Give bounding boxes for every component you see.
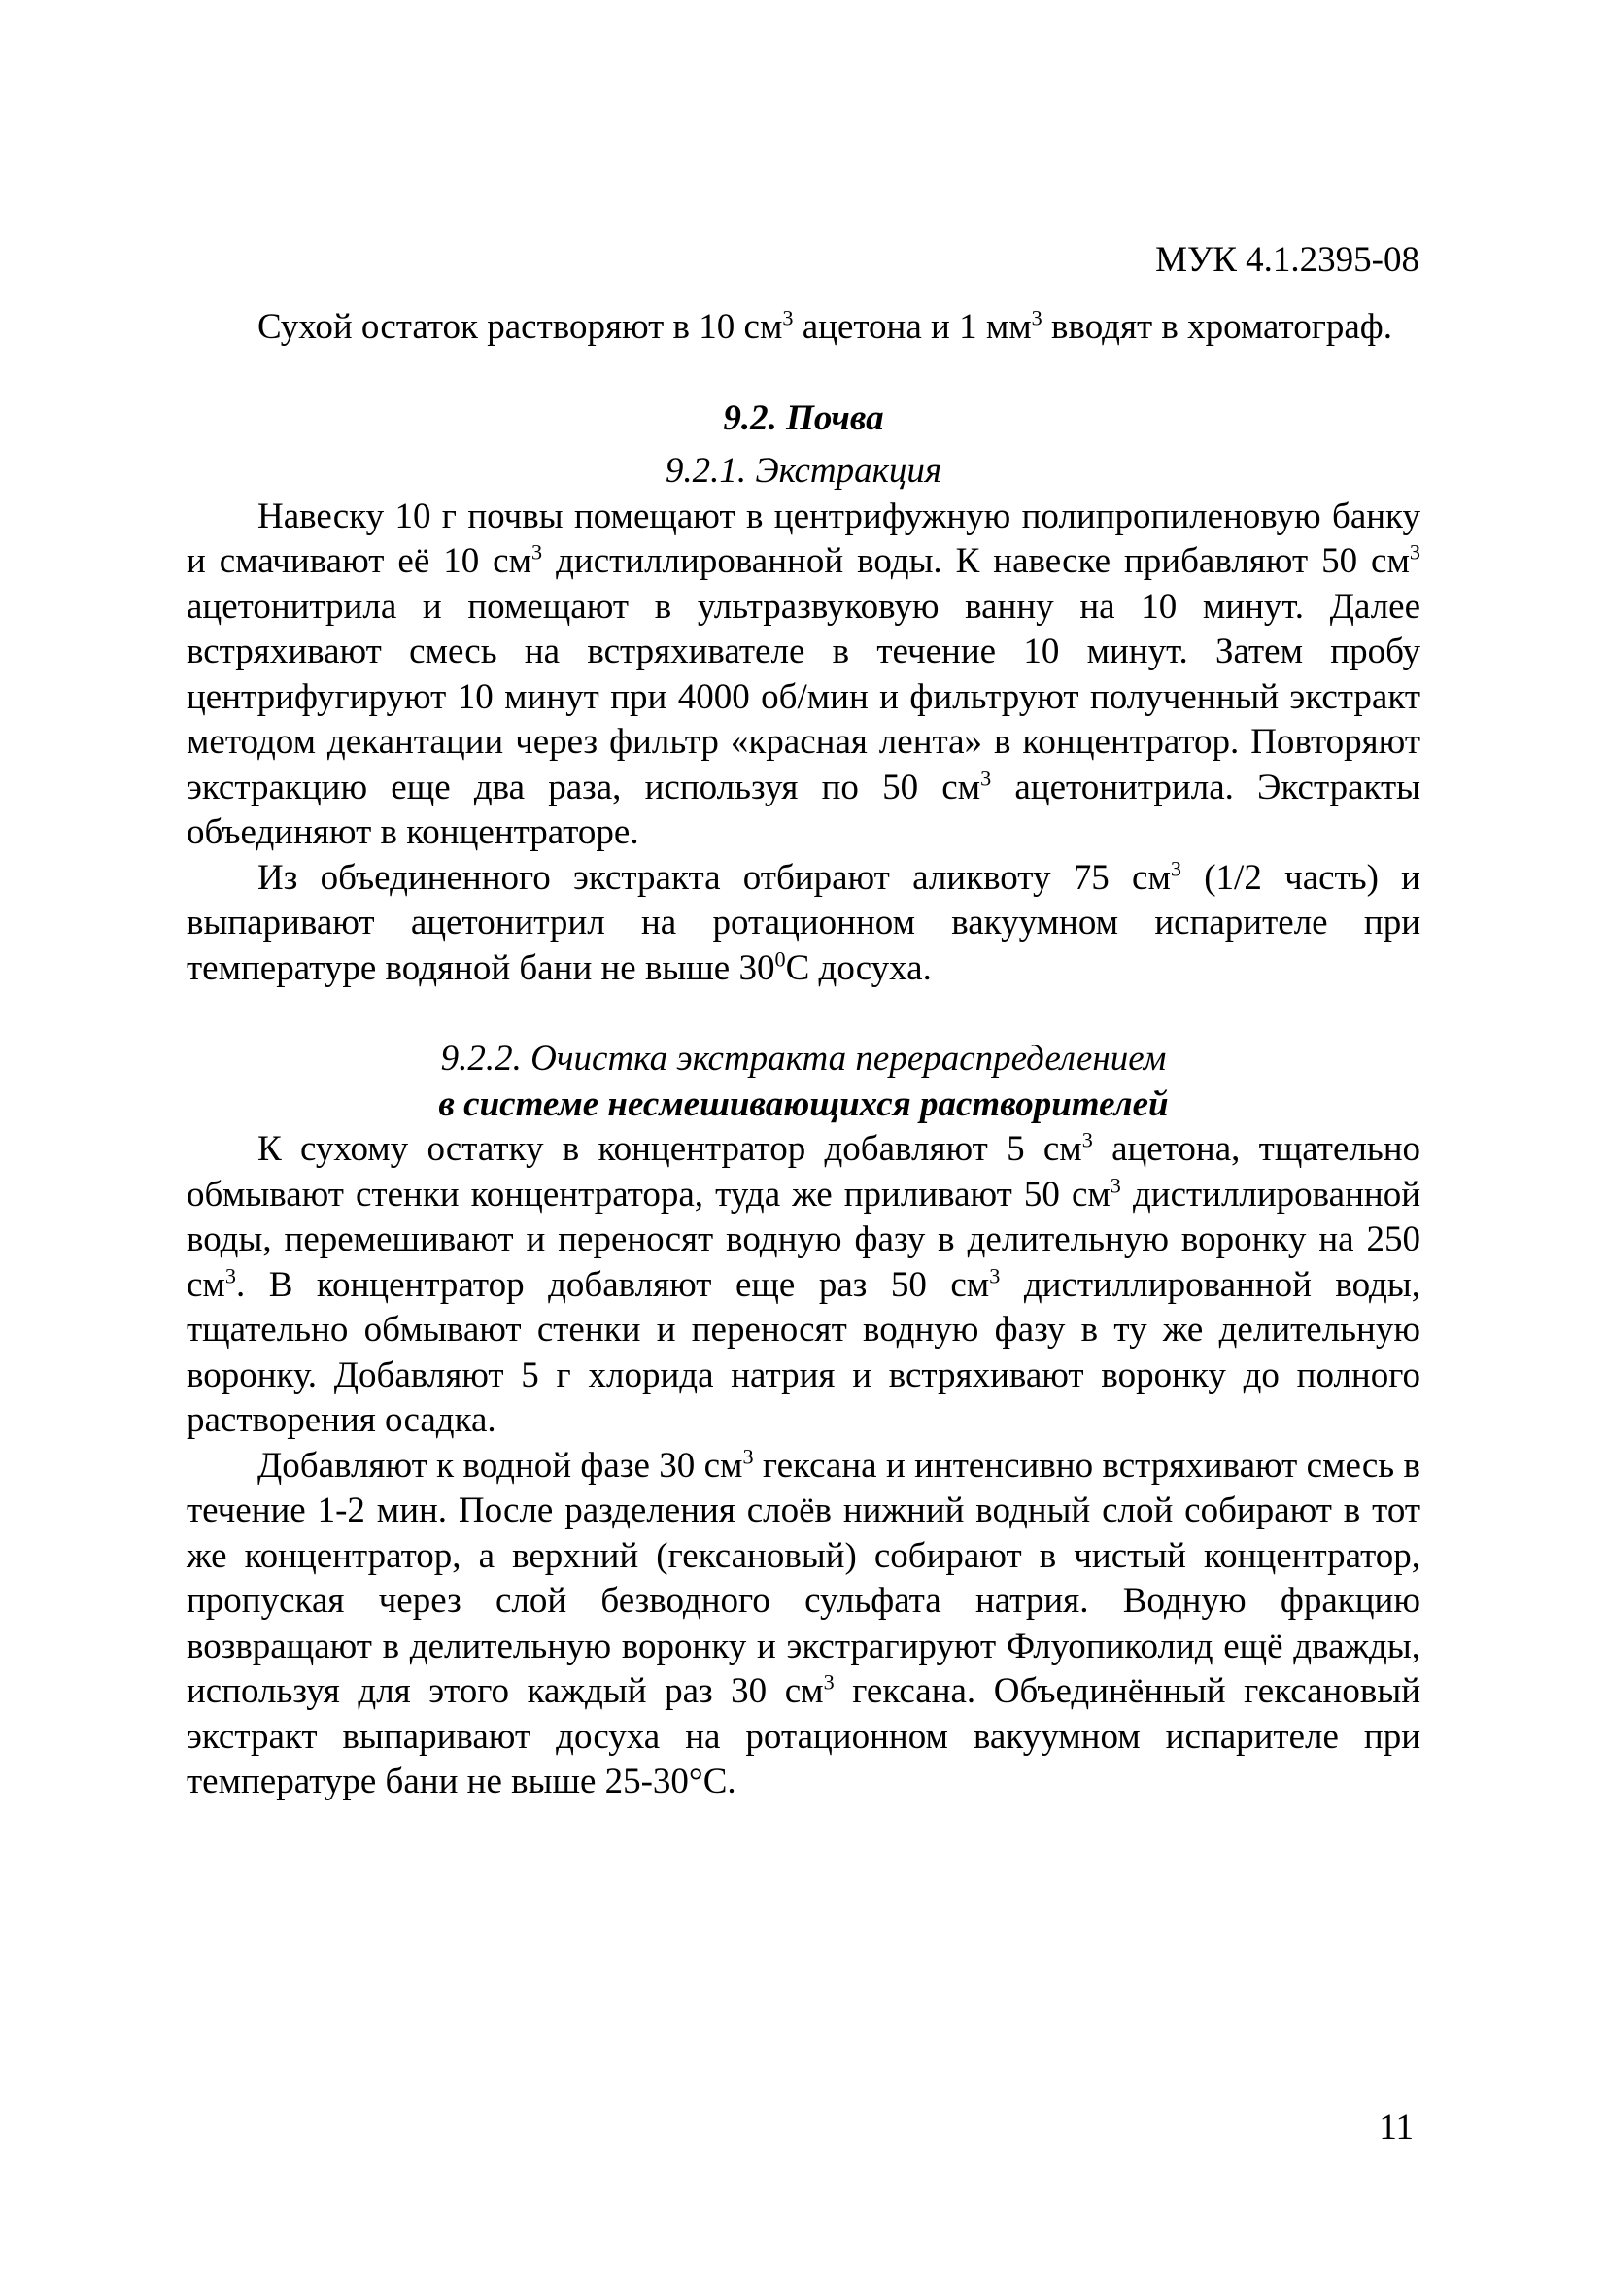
- page-number: 11: [1379, 2108, 1414, 2147]
- superscript: 3: [782, 305, 794, 330]
- superscript: 3: [823, 1669, 835, 1695]
- superscript: 3: [989, 1263, 1001, 1288]
- intro-paragraph: [187, 305, 1420, 351]
- text-fragment: . В концентратор добавляют еще раз 50 см: [235, 1264, 990, 1305]
- superscript: 3: [1409, 539, 1420, 565]
- extraction-paragraph-2: [187, 856, 1420, 992]
- superscript: 3: [1081, 1127, 1093, 1152]
- page-content: [187, 305, 1420, 1805]
- document-code: МУК 4.1.2395-08: [1155, 240, 1419, 280]
- superscript: 3: [1110, 1173, 1121, 1198]
- superscript: 3: [742, 1444, 754, 1469]
- section-title-soil: 9.2. Почва: [723, 397, 884, 438]
- text-fragment: ацетонитрила. Экстракты объединяют в концентраторе.: [187, 767, 1421, 852]
- text-fragment: гексана. Объединённый гексановый экстракт выпаривают досуха на ротационном вакуумном испарителе при температуре бани не выше 25-30°С.: [187, 1671, 1420, 1801]
- subsection-title-cleanup-line-2: в системе несмешивающихся растворителей: [438, 1083, 1169, 1124]
- text-fragment: вводят в хроматограф.: [1042, 307, 1393, 347]
- superscript: 3: [1170, 856, 1181, 881]
- text-fragment: С досуха.: [785, 947, 932, 988]
- text-fragment: дистиллированной воды. К навеске прибавляют 50 см: [542, 541, 1410, 581]
- text-fragment: дистиллированной воды, перемешивают и переносят водную фазу в делительную воронку на 250 см: [187, 1174, 1420, 1305]
- text-fragment: ацетонитрила и помещают в ультразвуковую ванну на 10 минут. Далее встряхивают смесь на встряхивателе в течение 10 минут. Затем пробу центрифугируют 10 минут при 4000 об/мин и фильтруют полученный экстракт методом декантации через фильтр «красная лента» в концентратор. Повторяют экстракцию еще два раза, используя по 50 см: [187, 586, 1420, 807]
- superscript: 0: [774, 946, 786, 972]
- superscript: 3: [224, 1263, 236, 1288]
- text-fragment: гексана и интенсивно встряхивают смесь в течение 1-2 мин. После разделения слоёв нижний водный слой собирают в тот же концентратор, а верхний (гексановый) собирают в чистый концентратор, пропуская через слой безводного сульфата натрия. Водную фракцию возвращают в делительную воронку и экстрагируют Флуопиколид ещё дважды, используя для этого каждый раз 30 см: [187, 1445, 1420, 1711]
- cleanup-paragraph-2: [187, 1444, 1420, 1805]
- subsection-title-extraction: 9.2.1. Экстракция: [665, 451, 942, 491]
- text-fragment: Сухой остаток растворяют в 10 см: [257, 307, 783, 347]
- text-fragment: К сухому остатку в концентратор добавляют 5 см: [257, 1129, 1082, 1169]
- text-fragment: ацетона, тщательно обмывают стенки концентратора, туда же приливают 50 см: [187, 1129, 1421, 1215]
- subsection-title-cleanup-line-1: 9.2.2. Очистка экстракта перераспределением: [440, 1039, 1167, 1079]
- text-fragment: ацетона и 1 мм: [793, 307, 1032, 347]
- cleanup-paragraph-1: [187, 1127, 1420, 1444]
- extraction-paragraph-1: [187, 495, 1420, 856]
- text-fragment: Навеску 10 г почвы помещают в центрифужную полипропиленовую банку и смачивают её 10 см: [187, 496, 1420, 581]
- superscript: 3: [980, 766, 992, 791]
- superscript: 3: [1031, 305, 1042, 330]
- text-fragment: (1/2 часть) и выпаривают ацетонитрил на ротационном вакуумном испарителе при температуре водяной бани не выше 30: [187, 857, 1420, 988]
- text-fragment: дистиллированной воды, тщательно обмывают стенки и переносят водную фазу в ту же делительную воронку. Добавляют 5 г хлорида натрия и встряхивают воронку до полного растворения осадка.: [187, 1264, 1420, 1440]
- text-fragment: Из объединенного экстракта отбирают аликвоту 75 см: [257, 857, 1171, 898]
- superscript: 3: [531, 539, 543, 565]
- text-fragment: Добавляют к водной фазе 30 см: [257, 1445, 743, 1486]
